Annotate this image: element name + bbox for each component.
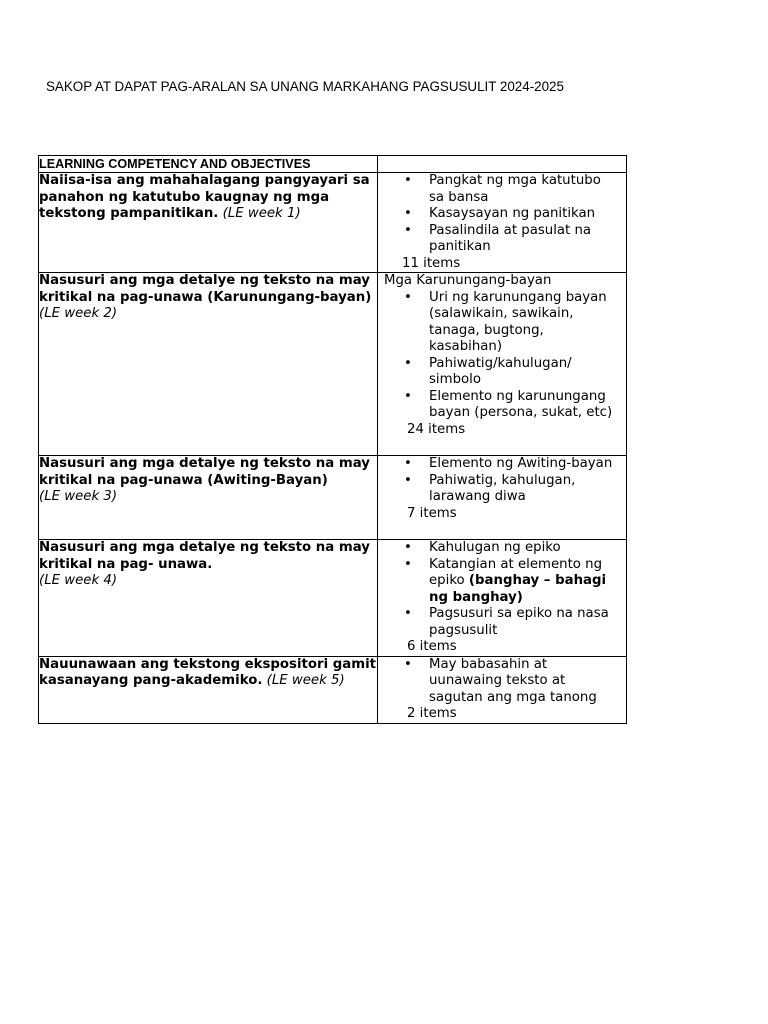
table-row [39,656,627,723]
week-label: (LE week 1) [222,206,301,221]
topic-text: Elemento ng Awiting-bayan [429,456,613,471]
topic-text: Kahulugan ng epiko [429,540,561,555]
item-count: 24 items [407,421,466,437]
coverage-cell [378,456,627,540]
bullet-icon: • [404,556,412,572]
list-item [378,456,626,473]
item-count: 11 items [402,255,461,271]
topic-text: Elemento ng karunungang bayan (persona, sukat, etc) [429,388,613,420]
table-row [39,273,627,456]
competency-text: Naiisa-isa ang mahahalagang pangyayari sa panahon ng katutubo kaugnay ng mga tekstong pampanitikan. [39,173,370,221]
item-count: 7 items [407,505,457,521]
competency-cell [39,456,378,540]
week-label: (LE week 5) [266,673,345,688]
week-label: (LE week 3) [39,489,118,504]
coverage-cell [378,656,627,723]
coverage-cell [378,540,627,657]
bullet-icon: • [404,289,412,305]
coverage-cell [378,173,627,273]
competency-text: Nauunawaan ang tekstong ekspositori gamit kasanayang pang-akademiko. [39,656,377,688]
topic-text: Pasalindila at pasulat na panitikan [429,222,592,254]
topic-intro: Mga Karunungang-bayan [384,273,552,288]
list-item [378,173,626,206]
header-competency: LEARNING COMPETENCY AND OBJECTIVES [39,156,378,173]
topic-list [378,540,626,639]
list-item [378,657,626,707]
bullet-icon: • [404,606,412,621]
topic-text: May babasahin at uunawaing teksto at sagutan ang mga tanong [429,656,597,705]
coverage-cell [378,273,627,456]
bullet-icon: • [404,540,412,555]
topic-text: Pangkat ng mga katutubo sa bansa [429,173,601,205]
list-item [378,557,626,607]
table-row [39,456,627,540]
competency-cell [39,656,378,723]
competency-cell [39,273,378,456]
topic-list [378,290,626,422]
list-item [378,389,626,422]
topic-bold-suffix: (banghay – bahagi ng banghay) [429,573,607,605]
list-item [378,206,626,223]
list-item [378,606,626,639]
week-label: (LE week 4) [39,573,118,588]
competency-table [38,155,627,724]
table-row [39,173,627,273]
list-item [378,290,626,356]
topic-text: Pahiwatig/kahulugan/ simbolo [429,355,572,387]
topic-list [378,173,626,256]
topic-list [378,456,626,506]
topic-list [378,657,626,707]
list-item [378,540,626,557]
table-header-row [39,156,627,173]
document-title: SAKOP AT DAPAT PAG-ARALAN SA UNANG MARKAHANG PAGSUSULIT 2024-2025 [46,79,564,94]
competency-cell [39,173,378,273]
bullet-icon: • [404,355,412,371]
list-item [378,356,626,389]
list-item [378,473,626,506]
bullet-icon: • [404,388,412,404]
table-row [39,540,627,657]
bullet-icon: • [404,206,412,221]
topic-text: Kasaysayan ng panitikan [429,206,596,221]
bullet-icon: • [404,456,412,471]
bullet-icon: • [404,656,412,672]
bullet-icon: • [404,472,412,488]
topic-text: Pahiwatig, kahulugan, larawang diwa [429,472,576,504]
item-count: 2 items [407,706,457,721]
header-coverage [378,156,627,173]
topic-text: Pagsusuri sa epiko na nasa pagsusulit [429,606,609,638]
topic-text: Katangian at elemento ng epiko [429,556,603,588]
competency-cell [39,540,378,657]
item-count: 6 items [407,639,457,654]
bullet-icon: • [404,222,412,238]
topic-text: Uri ng karunungang bayan (salawikain, sawikain, tanaga, bugtong, kasabihan) [429,289,607,354]
list-item [378,223,626,256]
bullet-icon: • [404,173,412,188]
competency-text: Nasusuri ang mga detalye ng teksto na may kritikal na pag- unawa. [39,540,370,572]
competency-text: Nasusuri ang mga detalye ng teksto na may kritikal na pag-unawa (Awiting-Bayan) [39,456,370,488]
competency-text: Nasusuri ang mga detalye ng teksto na may kritikal na pag-unawa (Karunungang-bayan) [39,273,372,305]
week-label: (LE week 2) [39,306,118,321]
